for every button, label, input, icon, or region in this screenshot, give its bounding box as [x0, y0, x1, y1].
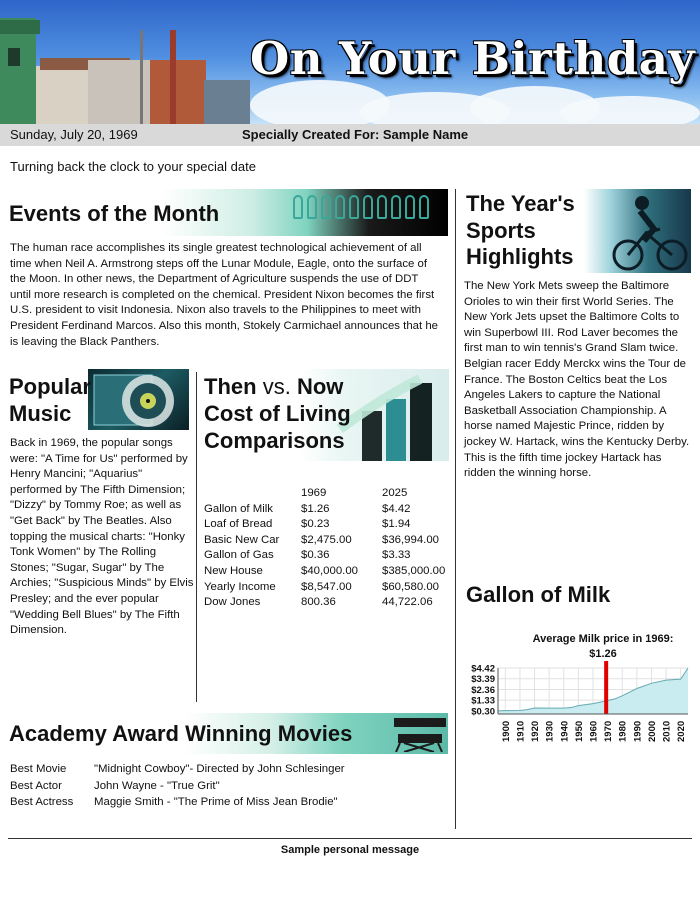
sports-header: [462, 189, 691, 273]
chart-subtitle: Average Milk price in 1969:: [532, 633, 674, 645]
cost-row: Gallon of Milk $1.26 $4.42: [204, 502, 411, 515]
music-header: [8, 369, 189, 430]
cost-header: [202, 369, 449, 461]
x-tick-label: 1940: [559, 720, 571, 742]
column-divider-small: [196, 372, 197, 702]
cost-row: New House $40,000.00 $385,000.00: [204, 564, 446, 577]
director-chair-icon: [390, 716, 448, 752]
date-bar: [0, 124, 700, 146]
x-tick-label: 2000: [646, 720, 658, 742]
music-title-line2: Music: [9, 401, 72, 426]
cost-row: Dow Jones 800.36 44,722.06: [204, 596, 433, 609]
x-tick-label: 1960: [588, 720, 600, 742]
created-for: Specially Created For: Sample Name: [242, 127, 469, 142]
academy-row: Best Movie "Midnight Cowboy"- Directed by John Schlesinger: [10, 763, 345, 775]
cost-title-line3: Comparisons: [204, 428, 345, 453]
x-tick-label: 2010: [661, 720, 673, 742]
cost-header-row: [204, 487, 445, 503]
cost-title-vs: vs.: [262, 374, 291, 399]
year-then: 1969: [301, 487, 327, 499]
milk-price-chart: [460, 660, 695, 750]
cost-title-then: Then: [204, 374, 257, 399]
events-header: [8, 189, 448, 236]
cost-row: Loaf of Bread $0.23 $1.94: [204, 518, 411, 531]
y-tick-label: $3.39: [471, 674, 495, 686]
cost-row: Basic New Car $2,475.00 $36,994.00: [204, 533, 440, 546]
x-tick-label: 1920: [530, 720, 542, 742]
x-tick-label: 1900: [500, 720, 512, 742]
sports-title-line2: Sports: [466, 217, 536, 243]
cost-table: [204, 487, 445, 612]
x-tick-label: 1970: [603, 720, 615, 742]
x-tick-label: 1910: [515, 720, 527, 742]
academy-table: [10, 763, 345, 813]
y-tick-label: $2.36: [471, 684, 495, 696]
banner: [0, 0, 700, 124]
intro-text: Turning back the clock to your special date: [10, 159, 256, 174]
academy-header: [8, 713, 448, 754]
sports-text: The New York Mets sweep the Baltimore Orioles to win their first World Series. The New York Jets upset the Baltimore Colts to win Superbowl III. Rod Laver becomes the first man to win tennis's Grand Slam twice. Belgian racer Eddy Merckx wins the Tour de France. The Boston Celtics beat the Los Angeles Lakers to capture the National Basketball Association Championship. A horse named Majestic Prince, ridden by jockey W. Hartack, wins the Kentucky Derby. This is the fifth time jockey Hartack has ridden the winning horse.: [464, 280, 690, 480]
events-text: The human race accomplishes its single greatest technological achievement of all time when Neil A. Armstrong steps off the Lunar Module, Eagle, onto the surface of the Moon. In other news, the Department of Agriculture suspends the use of DDT until more research is completed on the chemical. President Nixon becomes the first U.S. president to visit Indonesia. Nixon also travels to the Philippines to meet with President Ferdinand Marcos. Also this month, Stokely Carmichael announces that he is leaving the Black Panthers.: [10, 242, 439, 348]
x-tick-label: 1990: [632, 720, 644, 742]
year-now: 2025: [382, 487, 408, 499]
personal-message: Sample personal message: [280, 844, 420, 856]
cost-title-now: Now: [296, 374, 344, 399]
x-tick-label: 1930: [544, 720, 556, 742]
x-tick-label: 1950: [573, 720, 585, 742]
academy-title: Academy Award Winning Movies: [9, 721, 353, 746]
academy-row: Best Actor John Wayne - "True Grit": [10, 779, 220, 792]
cost-title-line2: Cost of Living: [204, 401, 351, 426]
cost-row: Yearly Income $8,547.00 $60,580.00: [204, 580, 440, 593]
y-tick-label: $0.30: [471, 706, 495, 718]
sports-title-line1: The Year's: [466, 191, 575, 216]
chart-highlight-label: $1.26: [589, 648, 617, 660]
x-tick-label: 1980: [617, 720, 629, 742]
sports-title-line3: Highlights: [466, 244, 574, 269]
y-tick-label: $1.33: [471, 695, 495, 707]
y-tick-label: $4.42: [471, 663, 495, 675]
music-title-line1: Popular: [9, 374, 91, 399]
highlight-bar: [604, 661, 608, 714]
x-tick-label: 2020: [676, 720, 688, 742]
music-text: Back in 1969, the popular songs were: "A Time for Us" performed by Henry Mancini; "Aquarius" performed by The Fifth Dimension; "Dizzy" by Tommy Roe; as well as "Get Back" by The Beatles. Also topping the musical charts: "Honky Tonk Women" by The Rolling Stones; "Sugar, Sugar" by The Archies; "Suspicious Minds" by Elvis Presley; and the ever popular "Wedding Bell Blues" by The Fifth Dimension.: [10, 437, 194, 637]
academy-row: Best Actress Maggie Smith - "The Prime of Miss Jean Brodie": [10, 796, 338, 808]
cost-row: Gallon of Gas $0.36 $3.33: [204, 549, 411, 562]
events-title: Events of the Month: [9, 201, 220, 226]
column-divider: [455, 189, 456, 829]
milk-title: Gallon of Milk: [466, 582, 611, 607]
banner-title: On Your Birthday: [250, 32, 696, 85]
footer-divider: [8, 838, 692, 839]
birth-date: Sunday, July 20, 1969: [10, 127, 138, 142]
